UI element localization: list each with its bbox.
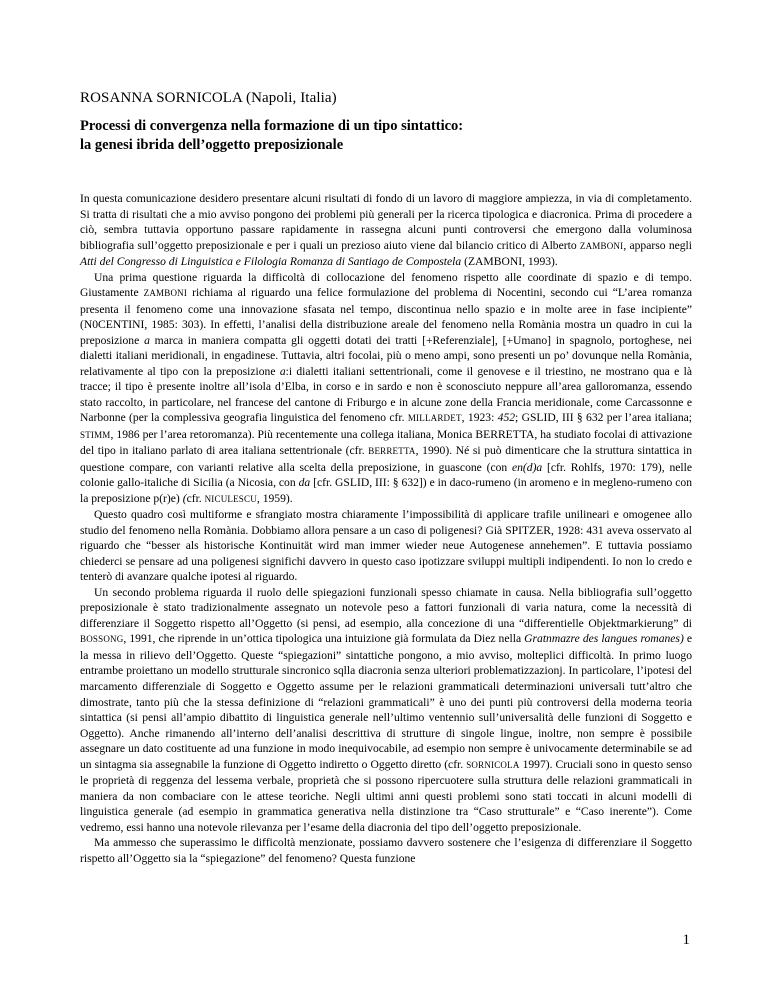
- text-run: , 1923:: [461, 411, 498, 425]
- text-run: Questo quadro così multiforme e sfrangiato mostra chiaramente l’impossibilità di applicare trafile unilineari e omogenee allo studio del fenomeno nella Romània. Dobbiamo allora pensare a un caso di poligenesi? Già SPITZER, 1928: 431 aveva osservato al riguardo che “besser als historische Kontinuität wird man immer wieder neue Autogenese annehemen”. E tuttavia possiamo chiederci se pensare ad una poligenesi significhi davvero in questo caso ipotizzare sviluppi multipli indipendenti. Io non lo credo e tenterò di avanzare qualche ipotesi al riguardo.: [80, 508, 692, 584]
- author-citation: STIMM: [80, 429, 111, 440]
- text-run: cfr.: [186, 491, 205, 505]
- text-run: e la messa in rilievo dell’Oggetto. Queste “spiegazioni” sintattiche pongono, a mio avviso, molteplici difficoltà. In primo luogo entrambe proiettano un modello strutturale sincronico sqlla diacronia senza ulteriori problematizzazionj. In particolare, l’ipotesi del marcamento differenziale di Soggetto e Oggetto assume per le relazioni grammaticali determinazioni universali tutt’altro che dimostrate, tanto più che la stessa definizione di “relazioni grammaticali” è uno dei punti più controversi della moderna teoria sintattica (si pensi all’ampio dibattito di linguistica generale nell’ultimo ventennio sull’universalità delle funzioni di Soggetto e Oggetto). Anche rimanendo all’interno dell’analisi descrittiva di strutture di singole lingue, inoltre, non sempre è possibile assegnare un dato costituente ad una funzione in modo inequivocabile, ad esempio non sempre è univocamente determinabile se ad un sintagma sia assegnabile la funzione di Oggetto indiretto o Oggetto diretto (cfr.: [80, 632, 693, 771]
- author-citation: ZAMBONI: [143, 288, 188, 299]
- text-run: Una prima questione riguarda la difficoltà di collocazione del fenomeno rispetto alle coordinate di spazio e di tempo. Giustamente: [80, 270, 692, 300]
- author-citation: SORNICOLA: [466, 759, 520, 770]
- text-run: In questa comunicazione desidero presentare alcuni risultati di fondo di un lavoro di maggiore ampiezza, in via di completamento. Si tratta di risultati che a mio avviso pongono dei problemi più generali per la ricerca tipologica e diacronica. Prima di procedere a ciò, sembra tuttavia opportuno passare rapidamente in rassegna alcuni punti controversi che emergono dalla voluminosa bibliografia sull’oggetto preposizionale e per i quali un prezioso aiuto viene dal bilancio critico di Alberto: [80, 192, 692, 252]
- author-citation: MILLARDET: [407, 413, 462, 424]
- text-run: , 1990). Né si può dimenticare che la struttura sintattica in questione compare, con varianti relative alla scelta della preposizione, in guascone (con: [80, 444, 692, 474]
- text-run: Un secondo problema riguarda il ruolo delle spiegazioni funzionali spesso chiamate in causa. Nella bibliografia sull’oggetto preposizionale è stato tradizionalmente assegnato un notevole peso a fattori funzionali di varia natura, come la necessità di differenziare il Soggetto rispetto all’Oggetto (si pensi, ad esempio, alla concezione di una “differentielle Objektmarkierung” di: [80, 585, 692, 630]
- body-text: [80, 191, 692, 866]
- text-run: , apparso negli: [623, 238, 692, 252]
- text-run: [cfr. Rohlfs, 1970: 179), nelle colonie gallo-italiche di Sicilia (a Nicosia, con: [80, 460, 692, 490]
- text-run: , 1959).: [256, 491, 293, 505]
- text-run: richiama al riguardo una felice formulazione del problema di Nocentini, secondo cui “L’area romanza presenta il fenomeno come una innovazione sfasata nel tempo, discontinua nello spazio e in molte aree in fase incipiente” (N0CENTINI, 1985: 303). In effetti, l’analisi della distribuzione areale del fenomeno nella Romània mostra un quadro in cui la preposizione: [80, 286, 692, 347]
- title-line-2: la genesi ibrida dell’oggetto preposizionale: [80, 137, 344, 153]
- text-run: , 1986 per l’area retoromanza). Più recentemente una collega italiana, Monica BERRETTA, ha studiato focolai di attivazione del tipo in italiano parlato di area italiana settentrionale (cfr.: [80, 427, 692, 458]
- paragraph: [80, 507, 692, 585]
- italic-text: a: [279, 364, 286, 378]
- italic-text: 452: [497, 411, 516, 425]
- paragraph: [80, 585, 692, 835]
- author-citation: BERRETTA: [368, 446, 416, 457]
- paragraph: [80, 835, 692, 866]
- italic-text: (: [182, 491, 187, 505]
- text-run: :i dialetti italiani settentrionali, come il genovese e il triestino, ne mostrano qua e là tracce; il tipo è presente inoltre all’isola d’Elba, in corso e in sardo e non è sconosciuto neppure all’area galloromanza, essendo stato raccolto, in particolare, nel francese del cantone di Friburgo e in alcune zone della Francia meridionale, come Carcassonne e Narbonne (per la complessiva geografia linguistica del fenomeno cfr.: [80, 364, 692, 425]
- text-run: Ma ammesso che superassimo le difficoltà menzionate, possiamo davvero sostenere che l’esigenza di differenziare il Soggetto rispetto all’Oggetto sia la “spiegazione” del fenomeno? Questa funzione: [80, 836, 692, 865]
- author-line: ROSANNA SORNICOLA (Napoli, Italia): [80, 90, 337, 106]
- italic-text: Gratnmazre des langues romanes): [524, 632, 684, 646]
- text-run: [cfr. GSLID, III: § 632]) e in daco-rumeno (in aromeno e in megleno-rumeno con la preposizione p(r)e): [80, 476, 692, 505]
- author-citation: NICULESCU: [204, 493, 257, 504]
- paragraph: [80, 191, 692, 270]
- title-line-1: Processi di convergenza nella formazione di un tipo sintattico:: [80, 118, 464, 134]
- text-run: 1997). Cruciali sono in questo senso le proprietà di reggenza del lessema verbale, proprietà che si possono ripercuotere sulla struttura delle relazioni grammaticali in maniera da non combaciare con le attese teoriche. Negli ultimi anni questi problemi sono stati toccati in alcuni modelli di linguistica generale (ad esempio in grammatica generativa nella distinzione tra “Caso strutturale” e “Caso inerente”). Come vedremo, essi hanno una notevole rilevanza per l’esame della diacronia del tipo dell’oggetto preposizionale.: [80, 757, 692, 834]
- text-run: marca in maniera compatta gli oggetti dotati dei tratti [+Referenziale], [+Umano] in spagnolo, portoghese, nei dialetti italiani meridionali, in engadinese. Tuttavia, altri focolai, più o meno ampi, sono presenti un po’ dovunque nella Romània, relativamente al tipo con la preposizione: [80, 333, 692, 378]
- paragraph: [80, 270, 692, 508]
- author-citation: ZAMBONI: [579, 240, 624, 251]
- author-citation: BOSSONG: [80, 634, 124, 645]
- italic-text: Atti del Congresso di Linguistica e Filologia Romanza di Santiago de Compostela: [80, 255, 462, 269]
- text-run: ; GSLID, III § 632 per l’area italiana;: [515, 411, 692, 425]
- page-number: 1: [682, 932, 690, 948]
- italic-text: a: [144, 333, 150, 347]
- text-run: (ZAMBONI, 1993).: [461, 255, 558, 269]
- italic-text: en(d)a: [511, 460, 543, 474]
- italic-text: da: [298, 476, 311, 490]
- paper-title: [80, 117, 700, 155]
- text-run: , 1991, che riprende in un’ottica tipologica una intuizione già formulata da Diez nella: [123, 632, 525, 646]
